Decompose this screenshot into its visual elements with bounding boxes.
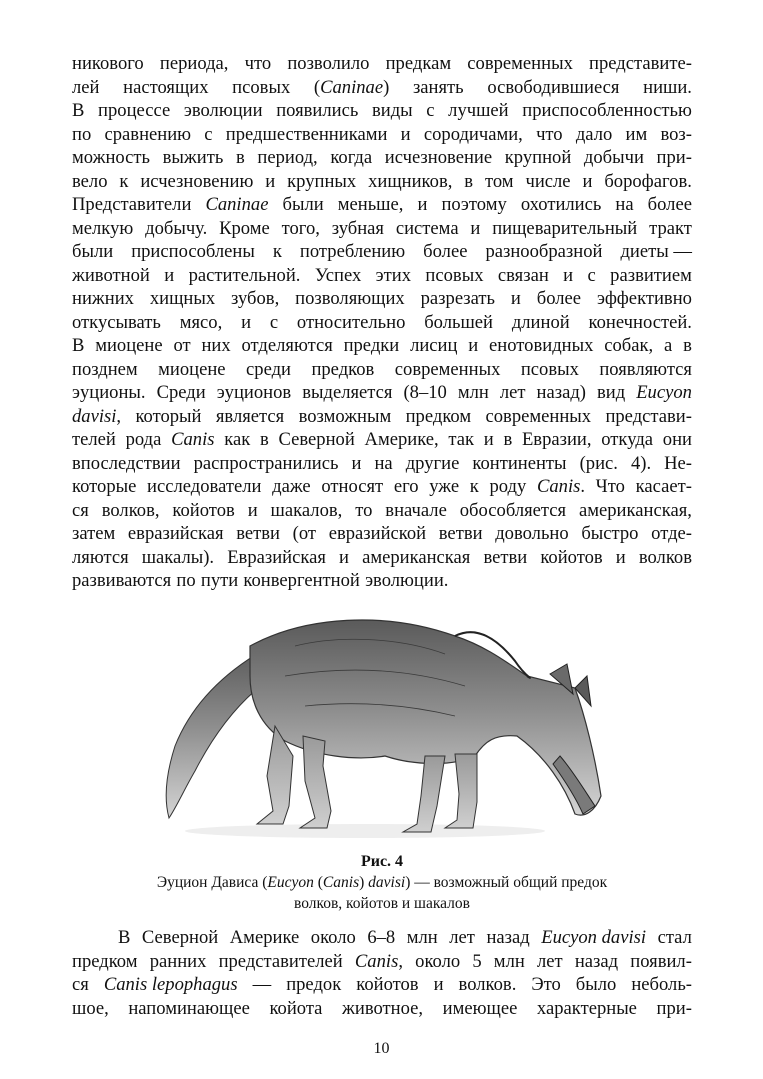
word: ветви: [483, 546, 528, 568]
word: быстро: [581, 523, 639, 544]
text-line: [72, 452, 692, 476]
word: исчезновению: [140, 170, 254, 192]
word: разнообразной: [485, 241, 603, 262]
word: связан: [497, 264, 549, 286]
word: лет: [499, 382, 526, 403]
word: с: [587, 264, 596, 286]
word: позволяющих: [295, 288, 405, 309]
word: с: [269, 311, 279, 333]
word: —: [252, 974, 272, 995]
word: эволюции.: [365, 570, 449, 591]
word: при-: [656, 997, 692, 1019]
text-line: [72, 240, 692, 264]
text-line: [72, 99, 692, 123]
text-line: [72, 997, 692, 1021]
word: что: [244, 53, 272, 74]
word: эффективно: [596, 288, 692, 309]
word: волков: [638, 546, 692, 568]
text-line: [72, 311, 692, 335]
word: Это: [531, 974, 561, 995]
word: животное,: [342, 997, 424, 1019]
word: к: [272, 241, 282, 262]
word: затем: [72, 523, 116, 544]
word: волков.: [458, 974, 517, 995]
word: воз-: [660, 123, 692, 145]
word: то: [355, 499, 373, 521]
word: более: [536, 288, 582, 309]
word: с: [204, 123, 213, 145]
word: 4).: [630, 452, 652, 474]
word: Америке: [229, 927, 300, 948]
word: распространились: [193, 452, 339, 474]
word: и: [582, 170, 593, 192]
word: ветви: [236, 523, 280, 544]
word: предкам: [385, 53, 452, 74]
word: (рис.: [579, 452, 618, 474]
word: них: [201, 335, 231, 356]
word: сородичами,: [423, 123, 523, 145]
word: к: [119, 170, 129, 192]
word: ветви: [438, 523, 483, 544]
word: В: [118, 927, 131, 948]
word: современных: [467, 53, 573, 74]
word: охотились: [520, 194, 602, 215]
word: относительно: [296, 311, 406, 333]
word: периода,: [159, 53, 229, 74]
jackal-illustration: [155, 606, 603, 846]
word: вначале: [385, 499, 447, 521]
word: исчезновение: [384, 147, 493, 168]
word: система: [395, 217, 459, 239]
word: предков: [311, 358, 375, 380]
word: на: [374, 452, 393, 474]
word: животной: [72, 264, 150, 286]
text-line: [72, 217, 692, 241]
word: с: [426, 100, 435, 121]
word: Не-: [664, 452, 692, 474]
word: выделяется: [302, 382, 393, 403]
word: хищных: [149, 288, 216, 309]
word: эволюции: [183, 100, 263, 121]
word: енотовидных: [489, 335, 594, 356]
word: дало: [575, 123, 613, 145]
word: который: [135, 405, 202, 427]
word: и: [164, 264, 175, 286]
word: зубов,: [231, 288, 280, 309]
word: и: [339, 546, 349, 568]
word: занять: [412, 76, 464, 98]
word: (Caninae): [313, 76, 390, 98]
word: никового: [72, 53, 144, 74]
text-line: [72, 381, 692, 405]
word: отделяются: [241, 335, 333, 356]
text-line: [72, 287, 692, 311]
word: другие: [405, 452, 460, 474]
word: и: [470, 217, 481, 239]
word: по: [72, 123, 92, 145]
word: Северной: [278, 429, 355, 450]
word: виды: [371, 100, 413, 121]
word: позволило: [287, 53, 370, 74]
word: в: [503, 429, 513, 450]
figure-caption-line-2: волков, койотов и шакалов: [293, 895, 470, 912]
word: американская: [362, 546, 471, 568]
word: исследователи: [147, 476, 262, 497]
text-line: [72, 193, 692, 217]
word: появляются: [599, 358, 692, 380]
word: меньше,: [337, 194, 404, 215]
text-line: [72, 358, 692, 382]
word: обособляется: [459, 499, 567, 521]
word: лучшей: [448, 100, 509, 121]
word: нижних: [72, 288, 134, 309]
word: борофагов.: [604, 170, 692, 192]
word: зубная: [331, 217, 384, 239]
text-line: [72, 499, 692, 523]
word: откусывать: [72, 311, 161, 333]
word: эуционов: [216, 382, 292, 403]
text-line: [72, 428, 692, 452]
word: Canis,: [354, 950, 403, 972]
word: среди: [246, 358, 291, 380]
word: предки: [343, 335, 400, 356]
word: койотов: [172, 499, 235, 521]
word: представи-: [605, 405, 692, 427]
word: освободившиеся: [487, 76, 620, 98]
word: длиной: [511, 311, 570, 333]
word: представителей: [218, 950, 343, 972]
word: вело: [72, 170, 108, 192]
word: лет: [536, 950, 563, 972]
text-line: [72, 264, 692, 288]
word: приспособленностью: [522, 100, 692, 121]
figure-label: Рис. 4: [360, 853, 404, 870]
word: В: [72, 335, 85, 356]
word: предком: [405, 405, 472, 427]
word: современных: [394, 358, 501, 380]
word: развитием: [610, 264, 692, 286]
word: койота: [269, 997, 323, 1019]
word: в: [259, 429, 269, 450]
word: около: [415, 950, 461, 972]
text-line: [72, 146, 692, 170]
word: Евразии,: [521, 429, 592, 450]
word: довольно: [495, 523, 569, 544]
word: является: [215, 405, 285, 427]
word: лет: [449, 927, 475, 948]
word: крупной: [504, 147, 572, 168]
word: приспособлены: [131, 241, 255, 262]
word: неболь-: [631, 974, 692, 995]
word: миоцене: [158, 358, 226, 380]
word: псовых: [425, 264, 484, 286]
word: волков,: [101, 499, 160, 521]
word: рода: [125, 429, 162, 450]
word: млн: [406, 927, 438, 948]
word: период,: [257, 147, 318, 168]
word: появил-: [630, 950, 692, 972]
word: роду: [489, 476, 527, 497]
text-line: [72, 546, 692, 570]
text-line: [72, 475, 692, 499]
word: миоцене: [95, 335, 163, 356]
word: эуционы.: [72, 382, 146, 403]
word: шакалы).: [141, 546, 215, 568]
word: Eucyon: [636, 382, 692, 403]
word: и: [433, 974, 444, 995]
word: койотов: [540, 546, 603, 568]
word: шое,: [72, 997, 109, 1019]
word: было: [575, 974, 617, 995]
word: его: [393, 476, 419, 497]
word: того,: [281, 217, 320, 239]
word: мясо,: [179, 311, 223, 333]
word: крупных: [287, 170, 357, 192]
text-line: [72, 950, 692, 974]
word: телей: [72, 429, 116, 450]
word: были: [72, 241, 114, 262]
word: в: [464, 170, 474, 192]
word: в: [683, 335, 692, 356]
word: тракт: [649, 217, 692, 239]
word: Caninae: [205, 194, 269, 215]
word: к: [469, 476, 479, 497]
word: 5: [472, 950, 482, 972]
word: при-: [656, 147, 692, 168]
word: как: [224, 429, 251, 450]
word: Canis: [171, 429, 215, 450]
word: евразийская: [127, 523, 224, 544]
word: Америке,: [364, 429, 439, 450]
word: потреблению: [299, 241, 406, 262]
word: сравнению: [104, 123, 192, 145]
word: Среди: [156, 382, 206, 403]
word: около: [310, 927, 356, 948]
word: выжить: [162, 147, 224, 168]
main-paragraph-2: [72, 926, 692, 1020]
word: и: [351, 452, 362, 474]
word: Северной: [141, 927, 219, 948]
word: псовых: [520, 358, 579, 380]
word: континенты: [472, 452, 567, 474]
word: евразийской: [328, 523, 427, 544]
word: откуда: [601, 429, 654, 450]
word: шакалов,: [270, 499, 343, 521]
word: том: [484, 170, 514, 192]
text-line: [72, 569, 692, 593]
word: уже: [429, 476, 460, 497]
word: впоследствии: [72, 452, 181, 474]
text-line: [72, 522, 692, 546]
word: назад): [536, 382, 586, 403]
text-line: [72, 170, 692, 194]
word: относят: [321, 476, 384, 497]
word: более: [647, 194, 692, 215]
word: а: [664, 335, 673, 356]
word: от: [173, 335, 191, 356]
word: настоящих: [123, 76, 209, 98]
figure-caption-line-1: Эуцион Дависа (Eucyon (Canis) davisi) — возможный общий предок: [156, 874, 608, 891]
text-line: [72, 123, 692, 147]
word: и: [417, 194, 428, 215]
word: davisi,: [72, 405, 122, 427]
word: пути: [200, 570, 239, 591]
word: хищников,: [368, 170, 453, 192]
word: они: [662, 429, 692, 450]
word: отде-: [651, 523, 692, 544]
word: напоминающее: [128, 997, 250, 1019]
word: что: [536, 123, 563, 145]
word: и: [468, 335, 479, 356]
word: пищеварительный: [492, 217, 638, 239]
text-line: [72, 405, 692, 429]
word: лисиц: [410, 335, 458, 356]
word: добычи: [583, 147, 644, 168]
word: назад: [574, 950, 619, 972]
word: и: [400, 123, 411, 145]
word: конвергентной: [243, 570, 360, 591]
word: ся: [72, 974, 89, 995]
word: поэтому: [441, 194, 507, 215]
word: ранних: [149, 950, 207, 972]
word: так: [448, 429, 475, 450]
word: В: [72, 100, 85, 121]
word: назад: [486, 927, 530, 948]
word: млн: [457, 382, 489, 403]
word: млн: [493, 950, 525, 972]
word: и: [241, 311, 252, 333]
text-line: [72, 334, 692, 358]
word: 6–8: [367, 927, 396, 948]
word: представите-: [589, 53, 692, 74]
word: по: [176, 570, 196, 591]
word: американская,: [578, 499, 692, 521]
word: ниши.: [643, 76, 692, 98]
word: появились: [276, 100, 359, 121]
word: и: [563, 264, 574, 286]
word: добычу.: [145, 217, 208, 239]
word: растительной.: [188, 264, 301, 286]
word: более: [423, 241, 468, 262]
word: и: [615, 546, 626, 568]
word: мелкую: [72, 217, 134, 239]
word: можность: [72, 147, 151, 168]
text-line: [72, 52, 692, 76]
main-paragraph-1: [72, 52, 692, 593]
word: конечностей.: [588, 311, 692, 333]
word: и: [510, 288, 521, 309]
word: были: [282, 194, 324, 215]
word: лей: [72, 76, 100, 98]
word: большей: [424, 311, 493, 333]
word: и: [247, 499, 258, 521]
word: Eucyon davisi: [541, 927, 647, 948]
word: и: [483, 429, 494, 450]
word: Евразийская: [227, 546, 326, 568]
text-line: [72, 973, 692, 997]
word: (от: [292, 523, 317, 544]
word: характерные: [536, 997, 637, 1019]
word: предшественниками: [225, 123, 388, 145]
text-line: [72, 76, 692, 100]
word: даже: [272, 476, 311, 497]
word: им: [625, 123, 648, 145]
word: псовых: [232, 76, 291, 98]
word: предок: [286, 974, 342, 995]
word: диеты —: [620, 241, 692, 262]
word: современных: [485, 405, 592, 427]
word: (8–10: [403, 382, 447, 403]
figure-eucyon-davisi: [155, 606, 603, 846]
word: когда: [330, 147, 373, 168]
word: Canis lepophagus: [103, 974, 238, 995]
word: ляются: [72, 546, 129, 568]
word: предком: [72, 950, 138, 972]
word: и: [265, 170, 276, 192]
word: числе: [525, 170, 571, 192]
word: Представители: [72, 194, 192, 215]
word: койотов: [356, 974, 419, 995]
word: которые: [72, 476, 137, 497]
word: позднем: [72, 358, 138, 380]
word: процессе: [98, 100, 171, 121]
text-line: [72, 926, 692, 950]
word: возможным: [298, 405, 392, 427]
word: в: [235, 147, 245, 168]
word: на: [615, 194, 634, 215]
word: Что: [595, 476, 625, 497]
word: ся: [72, 499, 89, 521]
word: Успех: [314, 264, 362, 286]
word: имеющее: [442, 997, 518, 1019]
word: собак,: [604, 335, 654, 356]
word: развиваются: [72, 570, 172, 591]
word: вид: [596, 382, 626, 403]
word: стал: [657, 927, 692, 948]
word: Кроме: [219, 217, 270, 239]
word: касает-: [635, 476, 692, 497]
word: разрезать: [420, 288, 496, 309]
page-number: 10: [373, 1040, 390, 1057]
word: этих: [375, 264, 412, 286]
word: Canis.: [536, 476, 586, 497]
